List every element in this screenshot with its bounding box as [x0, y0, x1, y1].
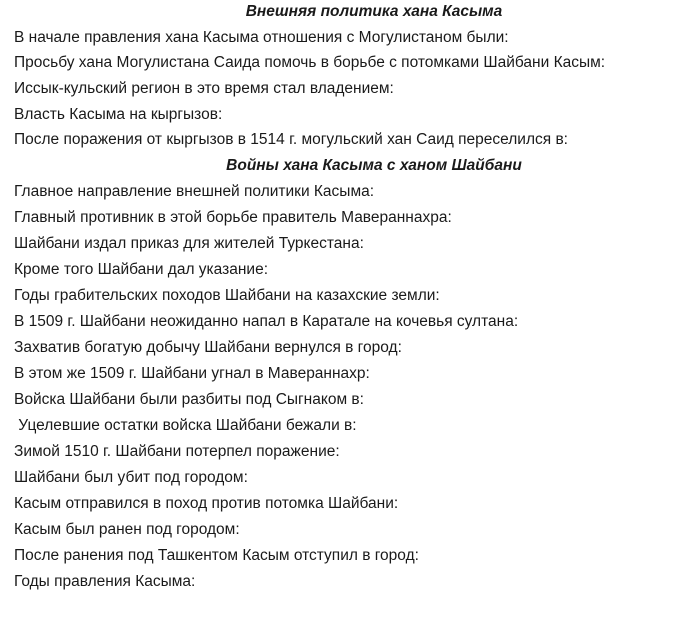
- question-line: После ранения под Ташкентом Касым отступил в город:: [14, 547, 419, 564]
- question-line: В начале правления хана Касыма отношения с Могулистаном были:: [14, 29, 509, 46]
- question-line: Шайбани был убит под городом:: [14, 469, 248, 486]
- question-line: Уцелевшие остатки войска Шайбани бежали в:: [14, 417, 357, 434]
- section-heading-foreign-policy: Внешняя политика хана Касыма: [245, 3, 503, 20]
- question-line: Кроме того Шайбани дал указание:: [14, 261, 268, 278]
- section-heading-wars: Войны хана Касыма с ханом Шайбани: [226, 157, 522, 174]
- question-line: В 1509 г. Шайбани неожиданно напал в Каратале на кочевья султана:: [14, 313, 519, 330]
- question-line: Власть Касыма на кыргызов:: [14, 106, 223, 123]
- question-line: После поражения от кыргызов в 1514 г. могульский хан Саид переселился в:: [14, 131, 568, 148]
- question-line: Просьбу хана Могулистана Саида помочь в борьбе с потомками Шайбани Касым:: [14, 54, 606, 71]
- question-line: Годы грабительских походов Шайбани на казахские земли:: [14, 287, 440, 304]
- question-line: Захватив богатую добычу Шайбани вернулся в город:: [14, 339, 402, 356]
- question-line: Главное направление внешней политики Касыма:: [14, 183, 375, 200]
- question-line: Главный противник в этой борьбе правитель Мавераннахра:: [14, 209, 452, 226]
- question-line: Годы правления Касыма:: [14, 573, 196, 590]
- question-line: Касым был ранен под городом:: [14, 521, 240, 538]
- question-line: Войска Шайбани были разбиты под Сыгнаком в:: [14, 391, 364, 408]
- question-line: Зимой 1510 г. Шайбани потерпел поражение:: [14, 443, 340, 460]
- question-line: Касым отправился в поход против потомка Шайбани:: [14, 495, 399, 512]
- question-line: Шайбани издал приказ для жителей Туркестана:: [14, 235, 364, 252]
- question-line: В этом же 1509 г. Шайбани угнал в Мавераннахр:: [14, 365, 370, 382]
- question-line: Иссык-кульский регион в это время стал владением:: [14, 80, 394, 97]
